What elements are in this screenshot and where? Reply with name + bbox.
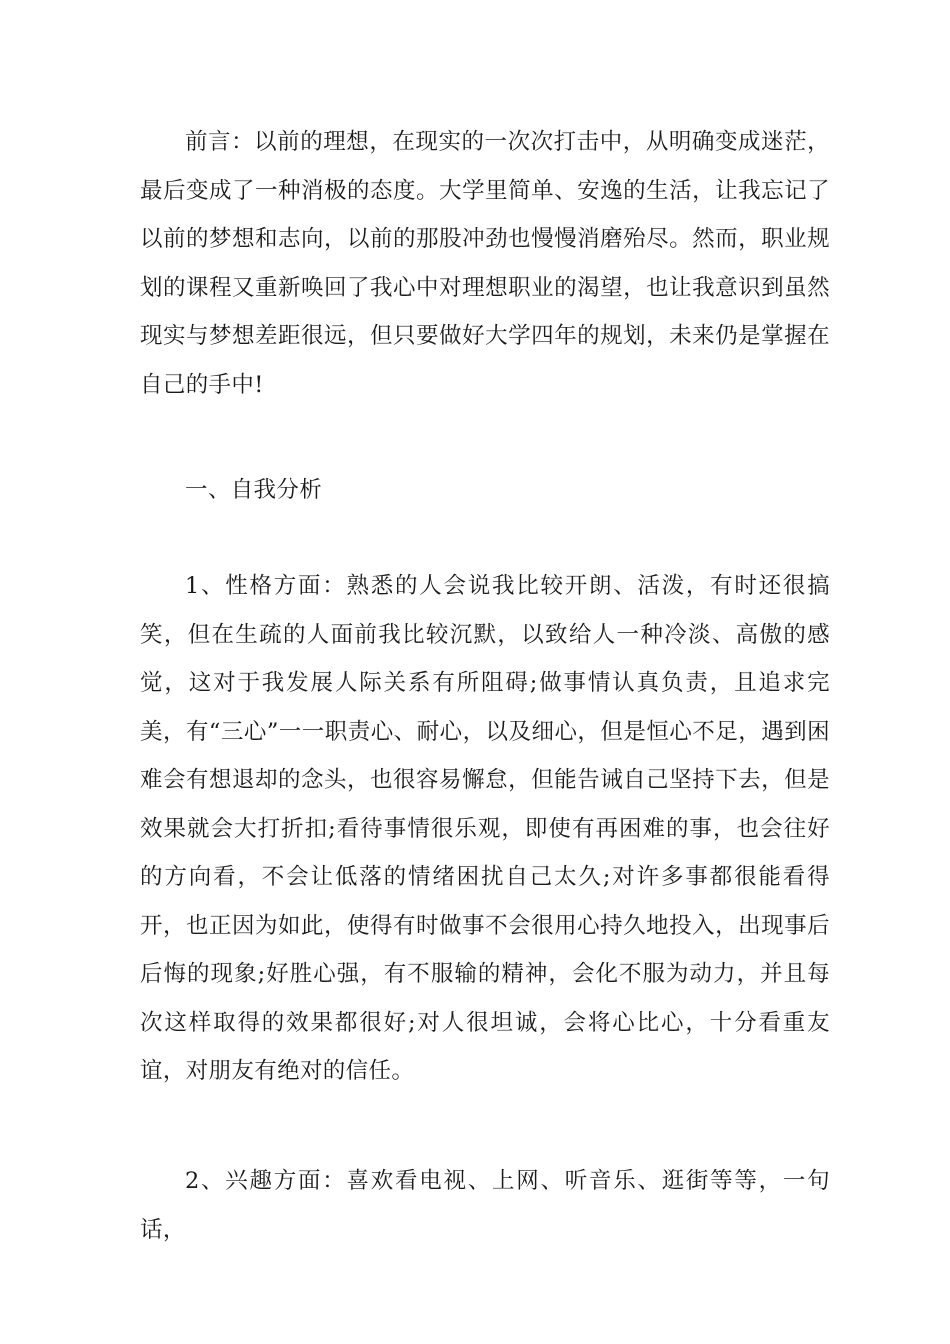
preface-paragraph: 前言：以前的理想，在现实的一次次打击中，从明确变成迷茫，最后变成了一种消极的态度。大学里简单、安逸的生活，让我忘记了以前的梦想和志向，以前的那股冲劲也慢慢消磨殆尽。然而，职业规划的课程又重新唤回了我心中对理想职业的渴望，也让我意识到虽然现实与梦想差距很远，但只要做好大学四年的规划，未来仍是掌握在自己的手中!	[140, 129, 830, 398]
section-heading-self-analysis: 一、自我分析	[185, 477, 323, 503]
interest-paragraph: 2、兴趣方面：喜欢看电视、上网、听音乐、逛街等等，一句话，	[140, 1168, 830, 1243]
personality-paragraph: 1、性格方面：熟悉的人会说我比较开朗、活泼，有时还很搞笑，但在生疏的人面前我比较沉默，以致给人一种冷淡、高傲的感觉，这对于我发展人际关系有所阻碍;做事情认真负责，且追求完美，有“三心”一一职责心、耐心，以及细心，但是恒心不足，遇到困难会有想退却的念头，也很容易懈怠，但能告诫自己坚持下去，但是效果就会大打折扣;看待事情很乐观，即使有再困难的事，也会往好的方向看，不会让低落的情绪困扰自己太久;对许多事都很能看得开，也正因为如此，使得有时做事不会很用心持久地投入，出现事后后悔的现象;好胜心强，有不服输的精神，会化不服为动力，并且每次这样取得的效果都很好;对人很坦诚，会将心比心，十分看重友谊，对朋友有绝对的信任。	[140, 573, 830, 1084]
